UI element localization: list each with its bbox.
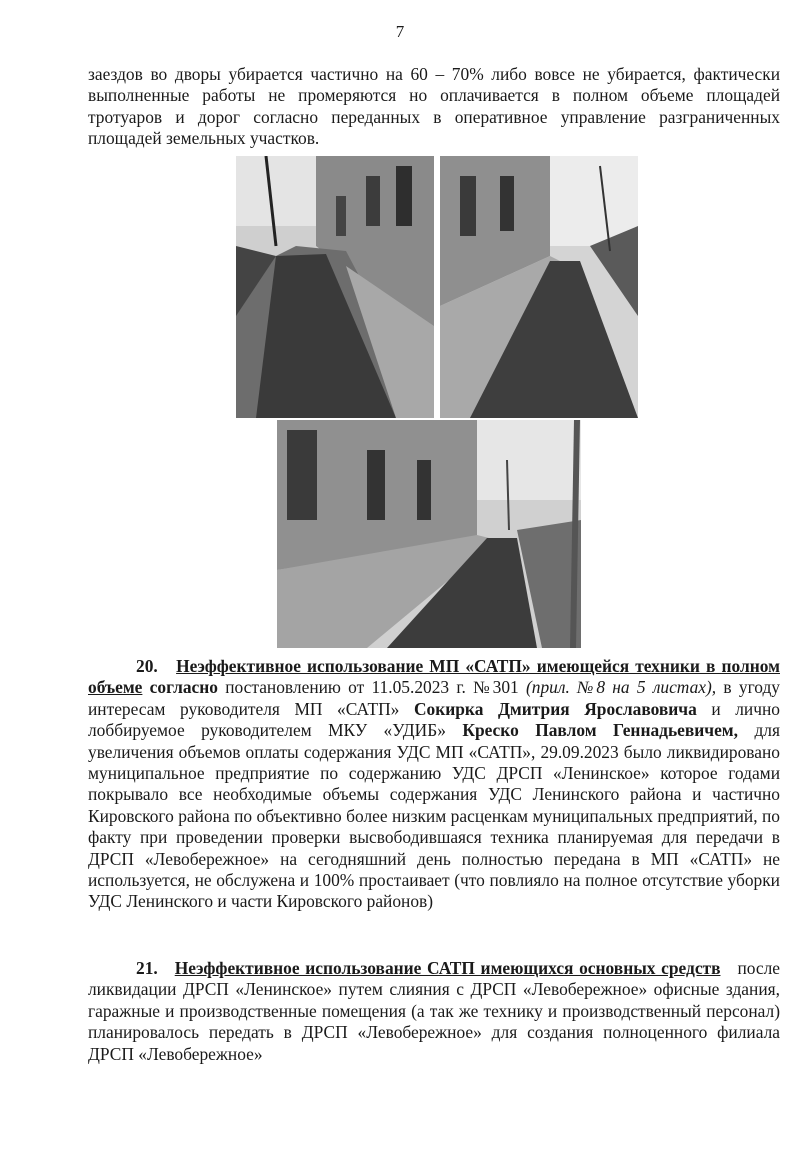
section-20-title-suffix: согласно [149, 677, 218, 698]
section-20-title: Неэффективное использование МП «САТП» имеющейся техники в полном объеме [88, 656, 780, 698]
photo-sidewalk-right [440, 156, 638, 418]
photo-sidewalk-left [236, 156, 434, 418]
intro-paragraph [88, 64, 780, 150]
section-20-person-2: Креско Павлом Геннадьевичем, [462, 720, 739, 741]
section-20-text-4: для увеличения объемов оплаты содержания УДС МП «САТП», 29.09.2023 было ликвидировано муниципальное предприятие по содержанию УДС ДРСП «Ленинское» которое годами покрывало все необходимые объемы содержания УДС Ленинского района и частично Кировского района по объективно более низким расценкам муниципальных предприятий, по факту при проведении проверки высвободившаяся техника планируемая для передачи в ДРСП «Левобережное» на сегодняшний день полностью передана в МП «САТП» не используется, не обслужена и 100% простаивает (что повлияло на полное отсутствие уборки УДС Ленинского и части Кировского районов) [88, 720, 780, 912]
section-20-person-1: Сокирка Дмитрия Ярославовича [413, 698, 697, 719]
section-20-text-3: и лично лоббируемое руководителем МКУ «УДИБ» [88, 698, 780, 741]
photo-sidewalk-bottom [277, 420, 581, 648]
section-20-text-1: постановлению от 11.05.2023 г. №301 [225, 677, 519, 698]
section-21-text-1: после ликвидации ДРСП «Ленинское» путем слияния с ДРСП «Левобережное» офисные здания, гаражные и производственные помещения (а так же технику и производственный персонал) планировалось передать в ДРСП «Левобережное» для создания полноценного филиала ДРСП «Левобережное» [88, 958, 781, 1064]
section-21-number: 21. [136, 958, 158, 978]
section-20 [88, 656, 780, 913]
page-number: 7 [395, 22, 405, 41]
section-20-text-2: в угоду интересам руководителя МП «САТП» [88, 677, 781, 719]
section-20-number: 20. [136, 656, 158, 676]
intro-text: заездов во дворы убирается частично на 60 – 70% либо вовсе не убирается, фактически выполненные работы не промеряются но оплачивается в полном объеме площадей тротуаров и дорог согласно переданных в оперативное управление разграниченных площадей земельных участков. [88, 64, 780, 149]
section-21-title: Неэффективное использование САТП имеющихся основных средств [174, 958, 721, 978]
section-20-attachment: (прил. №8 на 5 листах), [525, 677, 717, 698]
section-21 [88, 958, 780, 1065]
